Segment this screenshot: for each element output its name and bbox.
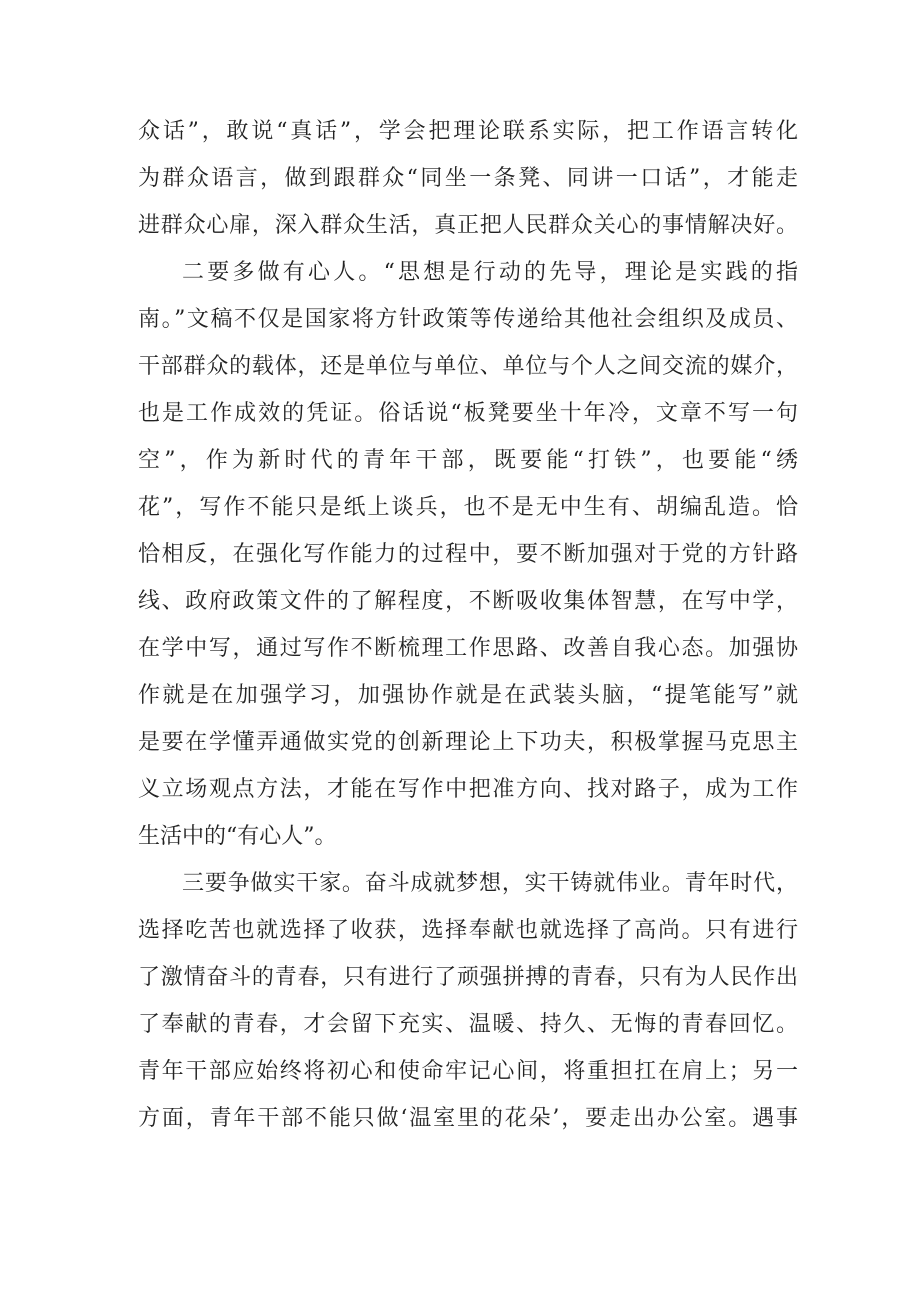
text-line: 义立场观点方法，才能在写作中把准方向、找对路子，成为工作 [138,777,798,802]
text-line: 空”，作为新时代的青年干部，既要能“打铁”，也要能“绣 [138,448,798,473]
paragraph-start-line: 三要争做实干家。奋斗成就梦想，实干铸就伟业。青年时代， [182,871,798,896]
text-line: 了奉献的青春，才会留下充实、温暖、持久、无悔的青春回忆。 [138,1012,798,1037]
text-line: 青年干部应始终将初心和使命牢记心间，将重担扛在肩上；另一 [138,1059,798,1084]
text-line: 也是工作成效的凭证。俗话说“板凳要坐十年冷，文章不写一句 [138,401,798,426]
text-line: 南。”文稿不仅是国家将方针政策等传递给其他社会组织及成员、 [138,307,798,332]
text-line: 线、政府政策文件的了解程度，不断吸收集体智慧，在写中学， [138,589,798,614]
paragraph-start-line: 二要多做有心人。“思想是行动的先导，理论是实践的指 [182,260,798,285]
text-line: 方面，青年干部不能只做‘温室里的花朵’，要走出办公室。遇事 [138,1106,798,1131]
text-line: 为群众语言，做到跟群众“同坐一条凳、同讲一口话”，才能走 [138,166,798,191]
text-line: 作就是在加强学习，加强协作就是在武装头脑，“提笔能写”就 [138,683,798,708]
text-line: 恰相反，在强化写作能力的过程中，要不断加强对于党的方针路 [138,542,798,567]
text-line: 选择吃苦也就选择了收获，选择奉献也就选择了高尚。只有进行 [138,918,798,943]
body-text [138,108,798,1142]
text-line: 进群众心扉，深入群众生活，真正把人民群众关心的事情解决好。 [138,213,798,238]
paragraph-end-line: 生活中的“有心人”。 [138,824,337,849]
text-line: 众话”，敢说“真话”，学会把理论联系实际，把工作语言转化 [138,119,798,144]
text-line: 干部群众的载体，还是单位与单位、单位与个人之间交流的媒介， [138,354,798,379]
text-line: 花”，写作不能只是纸上谈兵，也不是无中生有、胡编乱造。恰 [138,495,798,520]
text-line: 在学中写，通过写作不断梳理工作思路、改善自我心态。加强协 [138,636,798,661]
text-line: 是要在学懂弄通做实党的创新理论上下功夫，积极掌握马克思主 [138,730,798,755]
text-line: 了激情奋斗的青春，只有进行了顽强拼搏的青春，只有为人民作出 [138,965,798,990]
